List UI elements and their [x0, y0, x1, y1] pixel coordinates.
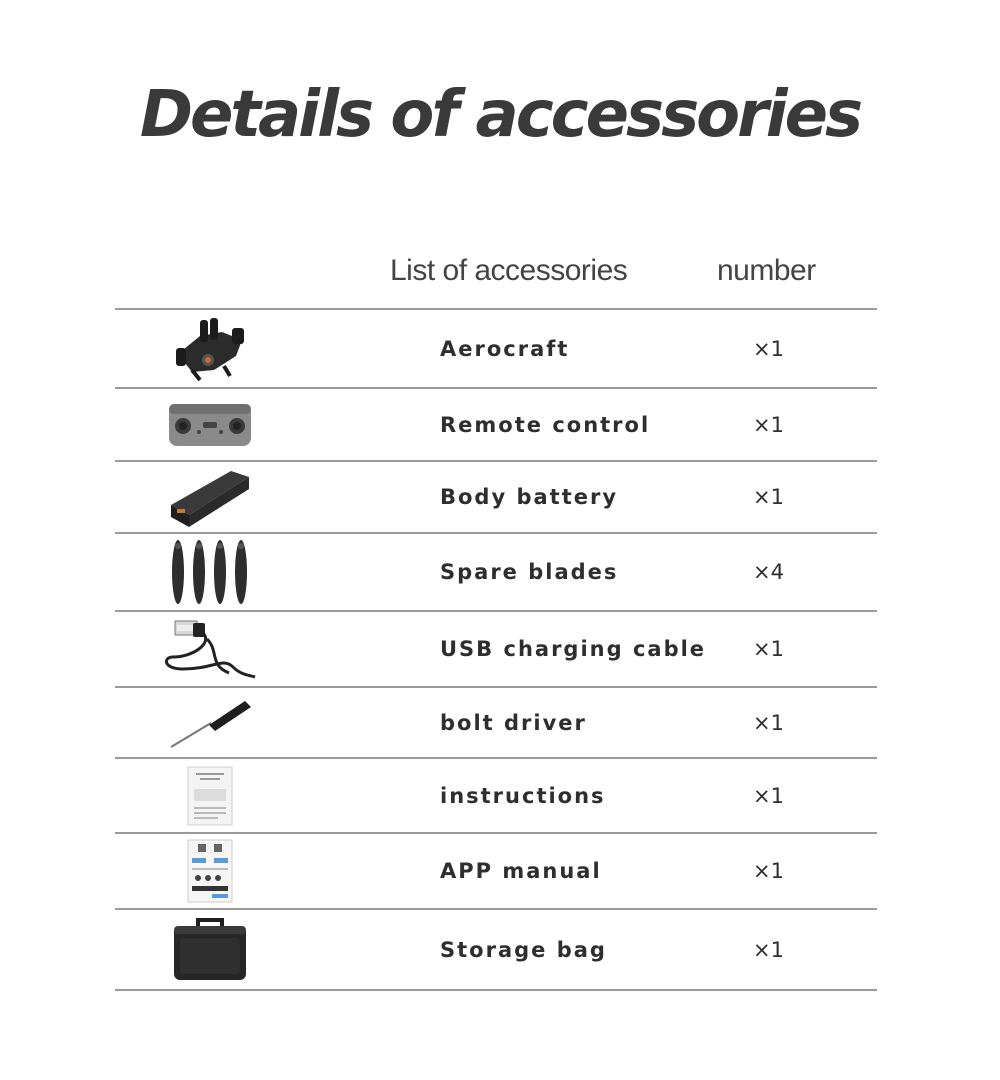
item-quantity: ×1	[753, 336, 784, 361]
table-row	[115, 759, 877, 834]
table-row	[115, 910, 877, 991]
table-row	[115, 389, 877, 462]
item-quantity: ×1	[753, 412, 784, 437]
item-name: APP manual	[440, 859, 602, 883]
item-quantity: ×1	[753, 710, 784, 735]
table-row	[115, 612, 877, 688]
item-name: bolt driver	[440, 710, 587, 735]
instructions-booklet-icon	[160, 761, 260, 831]
usb-cable-icon	[160, 614, 260, 684]
item-name: USB charging cable	[440, 637, 707, 661]
table-row	[115, 834, 877, 910]
item-name: Body battery	[440, 485, 619, 509]
item-quantity: ×4	[753, 560, 784, 584]
item-quantity: ×1	[753, 637, 784, 661]
table-row	[115, 462, 877, 534]
item-quantity: ×1	[753, 485, 784, 509]
item-name: instructions	[440, 783, 606, 808]
page-title: Details of accessories	[139, 78, 861, 152]
table-row	[115, 310, 877, 389]
item-name: Aerocraft	[440, 336, 570, 361]
drone-icon	[160, 314, 260, 384]
battery-icon	[160, 462, 260, 532]
item-name: Storage bag	[440, 937, 607, 962]
item-quantity: ×1	[753, 859, 784, 883]
app-manual-icon	[160, 836, 260, 906]
item-name: Spare blades	[440, 560, 619, 584]
column-header-number: number	[717, 254, 816, 287]
remote-control-icon	[160, 390, 260, 460]
accessories-table	[115, 308, 877, 991]
item-quantity: ×1	[753, 783, 784, 808]
table-row	[115, 688, 877, 759]
item-quantity: ×1	[753, 937, 784, 962]
table-row	[115, 534, 877, 612]
column-header-list: List of accessories	[390, 254, 628, 287]
screwdriver-icon	[160, 688, 260, 758]
propeller-blades-icon	[160, 537, 260, 607]
storage-case-icon	[160, 915, 260, 985]
item-name: Remote control	[440, 412, 651, 437]
